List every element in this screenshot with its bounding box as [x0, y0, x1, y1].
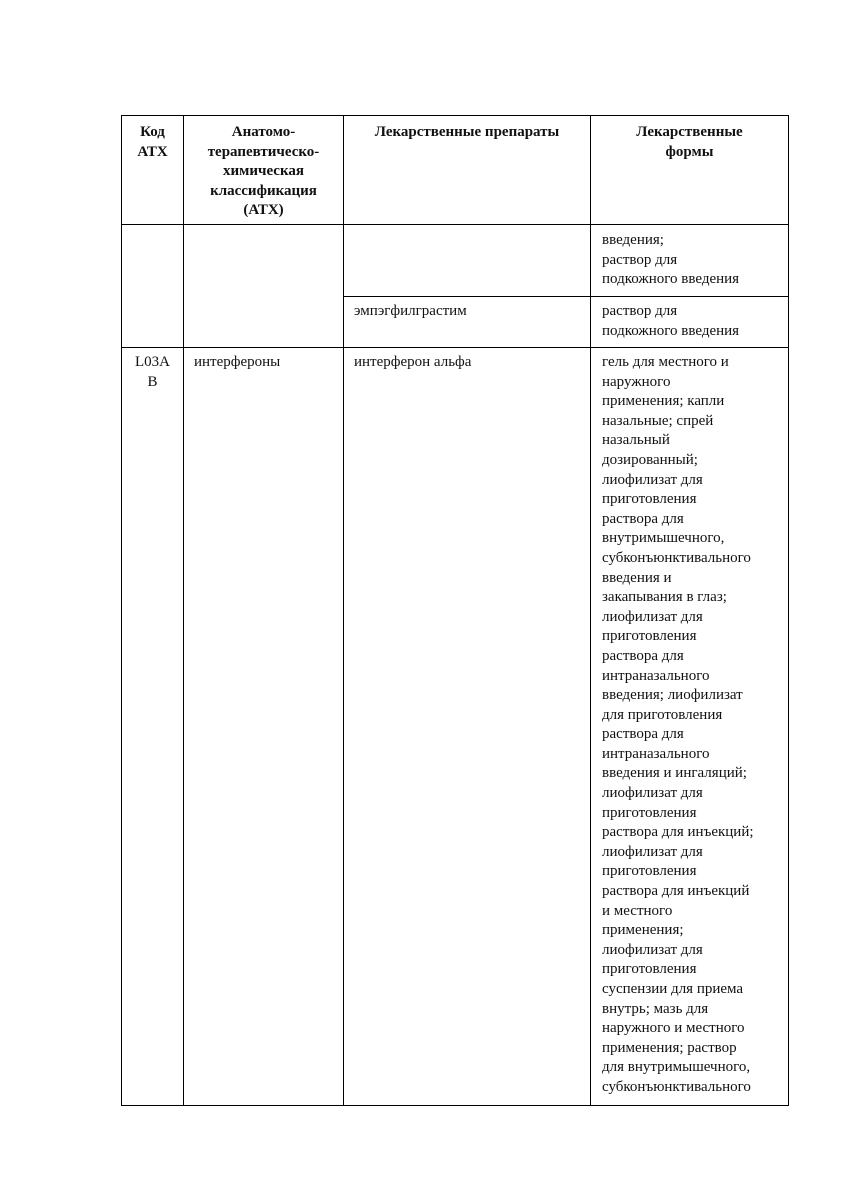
row-divider [121, 347, 789, 348]
column-divider [343, 115, 344, 1106]
header-bottom-border [121, 224, 789, 225]
row2-drug: эмпэгфилграстим [354, 303, 467, 319]
column-divider [183, 115, 184, 1106]
row3-forms: гель для местного и наружного применения; капли назальные; спрей назальный дозированный; лиофилизат для приготовления раствора для внутримышечного, субконъюнктивального введения и закапывания в глаз; лиофилизат для приготовления раствора для интраназального введения; лиофилизат для приготовления раствора для интраназального введения и ингаляций; лиофилизат для приготовления раствора для инъекций; лиофилизат для приготовления раствора для инъекций и местного применения; лиофилизат для приготовления суспензии для приема внутрь; мазь для наружного и местного применения; раствор для внутримышечного, субконъюнктивального [602, 354, 754, 1095]
table-border-bottom [121, 1105, 789, 1106]
header-dosage-forms: Лекарственные формы [636, 124, 743, 160]
row2-forms: раствор для подкожного введения [602, 303, 740, 339]
table-border-left [121, 115, 122, 1106]
row3-code: L03A B [135, 354, 170, 390]
row3-atc: интерфероны [194, 354, 281, 370]
table-border-top [121, 115, 789, 116]
header-code: Код АТХ [137, 124, 168, 160]
row3-drug: интерферон альфа [354, 354, 472, 370]
row-divider [343, 296, 789, 297]
header-atc-classification: Анатомо- терапевтическо- химическая классификация (АТХ) [207, 124, 320, 219]
row1-forms: введения; раствор для подкожного введения [602, 232, 740, 288]
header-drugs: Лекарственные препараты [374, 124, 560, 140]
column-divider [590, 115, 591, 1106]
table-border-right [788, 115, 789, 1106]
